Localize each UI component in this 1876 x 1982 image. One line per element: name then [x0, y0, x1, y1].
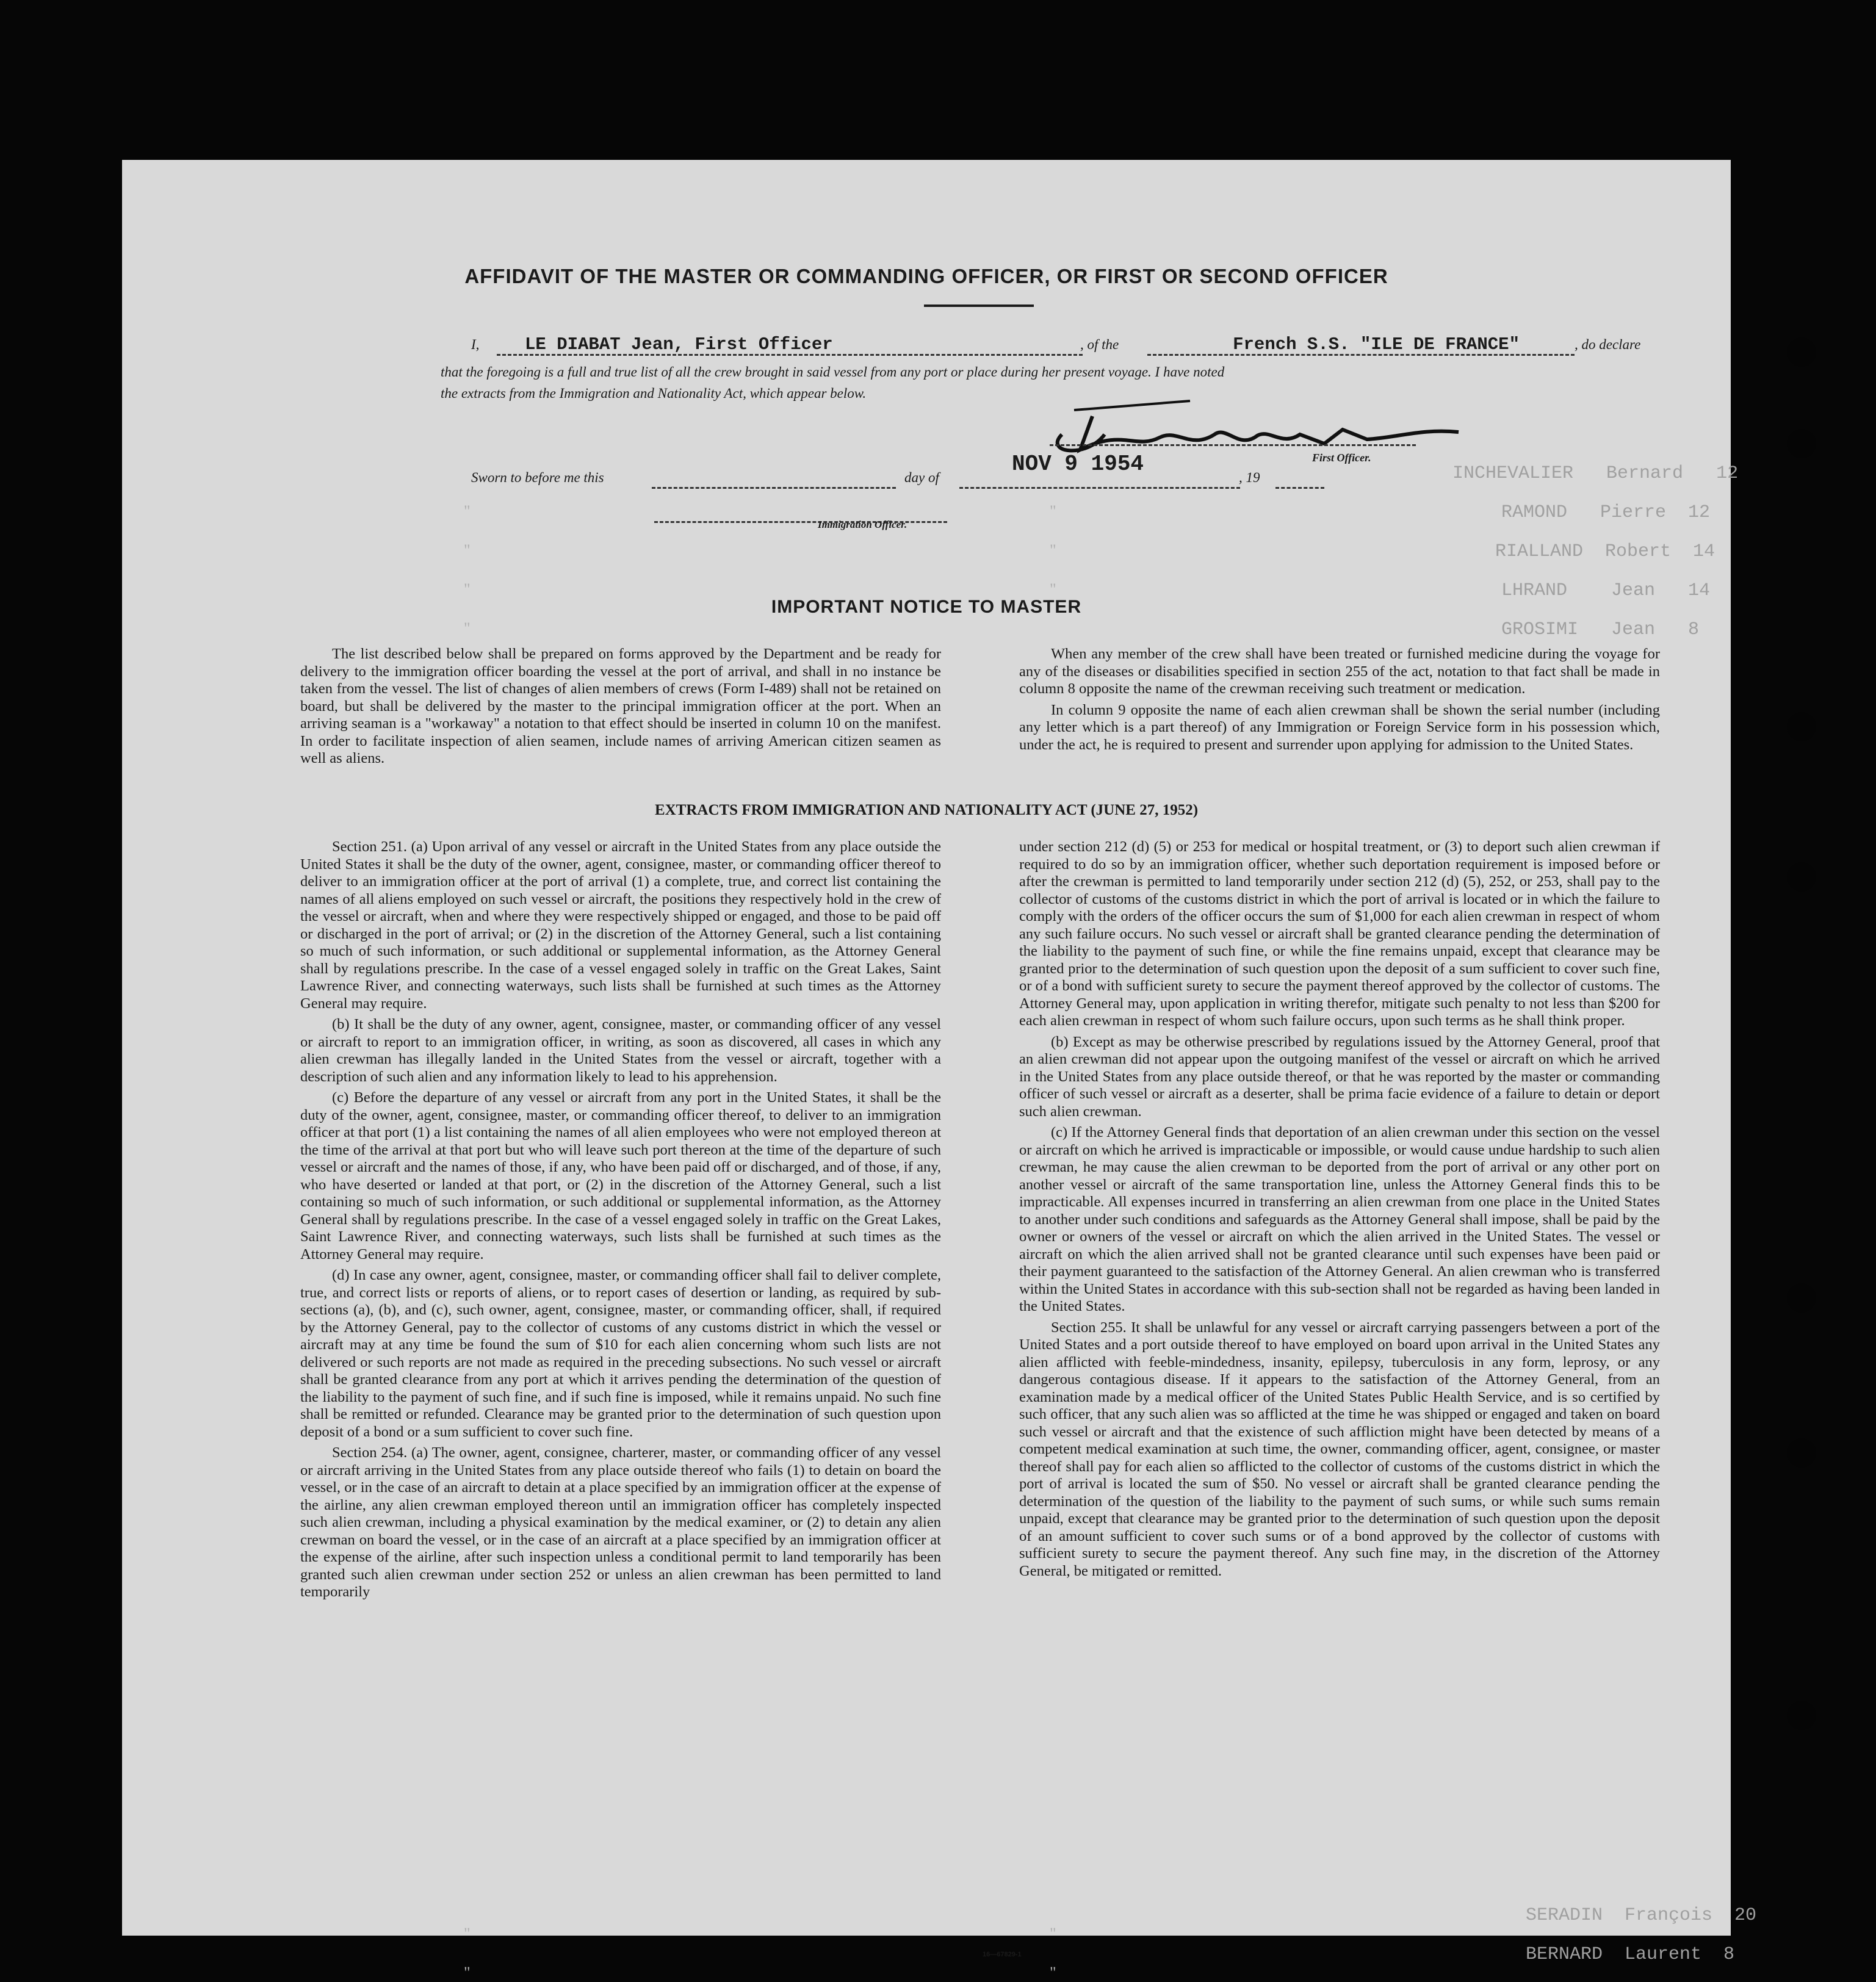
notice-paragraph: When any member of the crew shall have been treated or furnished medicine during the voyage for any of the diseases or disabilities specified in section 255 of the act, notation to that fact shall be made in column 8 opposite the name of the crewman receiving such treatment or medication. — [1019, 646, 1660, 697]
notice-right-column — [1019, 646, 1660, 757]
bleed-through-text: GROSIMI Jean 8 — [1501, 619, 1700, 640]
ditto-mark: " — [1050, 541, 1056, 559]
sworn-label: Sworn to before me this — [471, 470, 604, 485]
of-the-label: , of the — [1080, 337, 1119, 352]
do-declare-label: , do declare — [1575, 337, 1641, 352]
immigration-officer-label: Immigration Officer. — [818, 519, 907, 530]
act-paragraph: Section 251. (a) Upon arrival of any vessel or aircraft in the United States from any place outside the United States it shall be the duty of the owner, agent, consignee, master, or commanding officer thereof to deliver to an immigration officer at the port of arrival (1) a complete, true, and correct list containing the names of all aliens employed on such vessel or aircraft, the positions they respectively hold in the crew of the vessel or aircraft, when and where they were respectively shipped or engaged, and those to be paid off or discharged in the port of arrival; or (2) in the discretion of the Attorney General, such a list containing so much of such information, or such additional or supplemental information, as the Attorney General shall by regulations prescribe. In the case of a vessel engaged solely in traffic on the Great Lakes, Saint Lawrence River, and connecting waterways, such lists shall be furnished at such times as the Attorney General may require. — [300, 838, 941, 1012]
notice-left-column — [300, 646, 941, 771]
declaration-line-2: that the foregoing is a full and true list of all the crew brought in said vessel from any port or place during her present voyage. I have noted — [441, 364, 1225, 380]
binder-hole — [1787, 712, 1816, 741]
ditto-mark: " — [464, 1925, 471, 1942]
notice-paragraph: The list described below shall be prepared on forms approved by the Department and be ready for delivery to the immigration officer boarding the vessel at the port of arrival, and shall in no instance be taken from the vessel. The list of changes of alien members of crews (Form I-489) shall not be retained on board, but shall be delivered by the master to the principal immigration officer at the port. When an arriving seaman is a "workaway" a notation to that effect should be inserted in column 10 on the manifest. In order to facilitate inspection of alien seamen, include names of arriving American citizen seamen as well as aliens. — [300, 646, 941, 766]
sworn-day-underline — [652, 487, 896, 489]
bleed-through-text: BERNARD Laurent 8 — [1526, 1944, 1735, 1965]
act-paragraph: (b) It shall be the duty of any owner, agent, consignee, master, or commanding officer of any vessel or aircraft to report to an immigration officer, in writing, as soon as discovered, all cases in which any alien crewman has illegally landed in the United States from the vessel or aircraft, together with a description of such alien and any information likely to lead to his apprehension. — [300, 1016, 941, 1085]
ditto-mark: " — [1050, 1964, 1056, 1981]
binder-hole — [1787, 429, 1816, 458]
act-paragraph: (b) Except as may be otherwise prescribed by regulations issued by the Attorney General, proof that an alien crewman did not appear upon the outgoing manifest of the vessel or aircraft on which he arrived in the United States from any place outside thereof, or that he was reported by the master or commanding officer of such vessel or aircraft as a deserter, shall be prima facie evidence of a failure to detain or deport such alien crewman. — [1019, 1033, 1660, 1120]
notice-heading: IMPORTANT NOTICE TO MASTER — [771, 597, 1082, 617]
ditto-mark: " — [1050, 580, 1056, 598]
bleed-through-text: INCHEVALIER Bernard 12 — [1452, 463, 1739, 484]
binder-hole — [1787, 1438, 1816, 1468]
form-number: 16—67829-1 — [983, 1951, 1022, 1958]
act-paragraph: Section 254. (a) The owner, agent, consignee, charterer, master, or commanding officer of any vessel or aircraft arriving in the United States from any place outside thereof who fails (1) to detain on board the vessel, or in the case of an aircraft to detain at a place specified by an immigration officer at the expense of the airline, any alien crewman employed thereon until an immigration officer has completely inspected such alien crewman, including a physical examination by the medical examiner, or (2) to detain any alien crewman on board the vessel, or in the case of an aircraft at a place specified by an immigration officer at the expense of the airline, after such inspection unless a conditional permit to land temporarily has been granted such alien crewman under section 252 or unless an alien crewman has been permitted to land temporarily — [300, 1444, 941, 1600]
extracts-heading: EXTRACTS FROM IMMIGRATION AND NATIONALITY ACT (JUNE 27, 1952) — [654, 802, 1199, 818]
affidavit-title: AFFIDAVIT OF THE MASTER OR COMMANDING OFFICER, OR FIRST OR SECOND OFFICER — [464, 265, 1388, 287]
extracts-right-column — [1019, 838, 1660, 1584]
notice-paragraph: In column 9 opposite the name of each alien crewman shall be shown the serial number (including any letter which is a part thereof) of any Immigration or Foreign Service form in his possession which, under the act, he is required to present and surrender upon applying for admission to the United States. — [1019, 701, 1660, 753]
ditto-mark: " — [464, 619, 471, 637]
signature-underline — [1050, 444, 1416, 446]
binder-hole — [1787, 1283, 1816, 1313]
document-page — [122, 160, 1757, 1981]
bleed-through-text: RAMOND Pierre 12 — [1501, 502, 1711, 523]
bleed-through-text: LHRAND Jean 14 — [1501, 580, 1711, 601]
ditto-mark: " — [1050, 502, 1056, 520]
act-paragraph: Section 255. It shall be unlawful for any vessel or aircraft carrying passengers between a port of the United States and a port outside thereof to have employed on board upon arrival in the United States any alien afflicted with feeble-mindedness, insanity, epilepsy, tuberculosis in any form, leprosy, or any dangerous contagious disease. If it appears to the satisfaction of the Attorney General, from an examination made by a medical officer of the United States Public Health Service, and is so certified by such officer, that any such alien was so afflicted at the time he was shipped or engaged and taken on board such vessel or aircraft and that the existence of such affliction might have been detected by means of a competent medical examination at such time, the owner, commanding officer, agent, consignee, or master thereof shall pay for each alien so afflicted to the collector of customs of the customs district in which the port of arrival is located the sum of $50. No vessel or aircraft shall be granted clearance pending the determination of the question of the liability to the payment of such sums, or while such sums remain unpaid, except that clearance may be granted prior to the determination of such question upon the deposit of an amount sufficient to cover such sums or of a bond approved by the collector of customs with sufficient surety to secure the payment thereof. Any such fine may, in the discretion of the Attorney General, be mitigated or remitted. — [1019, 1319, 1660, 1579]
year-prefix: , 19 — [1239, 470, 1260, 485]
bleed-through-text: SERADIN François 20 — [1526, 1905, 1757, 1926]
declaration-line-3: the extracts from the Immigration and Nationality Act, which appear below. — [441, 386, 867, 401]
binder-hole — [1787, 337, 1816, 367]
vessel-name: French S.S. "ILE DE FRANCE" — [1233, 334, 1520, 355]
declaration-prefix: I, — [471, 337, 480, 352]
title-rule — [924, 305, 1034, 307]
act-paragraph: (c) If the Attorney General finds that deportation of an alien crewman under this section on the vessel or aircraft on which he arrived is impracticable or impossible, or would cause undue hardship to such alien crewman, he may cause the alien crewman to be deported from the port of arrival or any other port on another vessel or aircraft of the same transportation line, unless the Attorney General finds this to be impracticable. All expenses incurred in transferring an alien crewman from one place in the United States to another under such conditions and safeguards as the Attorney General shall impose, shall be paid by the owner or owners of the vessel or aircraft on which the alien arrived in the United States. The vessel or aircraft on which the alien arrived shall not be granted clearance until such expenses have been paid or their payment guaranteed to the satisfaction of the Attorney General. An alien crewman who is transferred within the United States in accordance with this sub-section shall not be regarded as having been landed in the United States. — [1019, 1124, 1660, 1314]
ditto-mark: " — [1050, 1925, 1056, 1942]
sworn-date-stamp: NOV 9 1954 — [1012, 452, 1144, 477]
officer-title-label: First Officer. — [1312, 452, 1371, 464]
act-paragraph: (d) In case any owner, agent, consignee, master, or commanding officer shall fail to deliver complete, true, and correct lists or reports of aliens, or to report cases of desertion or landing, as required by sub-sections (a), (b), and (c), such owner, agent, consignee, master, or commanding officer, shall, if required by the Attorney General, pay to the collector of customs of any customs district in which the vessel or aircraft may at any time be found the sum of $10 for each alien concerning whom such lists are not delivered or such reports are not made as required in the preceding subsections. No such vessel or aircraft shall be granted clearance from any port at which it arrives pending the determination of the question of the liability to the payment of such fine, and if such fine is imposed, while it remains unpaid. No such fine shall be remitted or refunded. Clearance may be granted prior to the determination of such question upon deposit of a bond or a sum sufficient to cover such fine. — [300, 1267, 941, 1440]
day-of-label: day of — [904, 470, 939, 485]
ditto-mark: " — [464, 580, 471, 598]
binder-hole — [1787, 862, 1816, 892]
extracts-left-column — [300, 838, 941, 1605]
act-paragraph: (c) Before the departure of any vessel or aircraft from any port in the United States, it shall be the duty of the owner, agent, consignee, master, or commanding officer thereof, to deliver to an immigration officer at that port (1) a list containing the names of all alien employees who were not employed thereon at the time of the arrival at that port but who will leave such port thereon at the time of the departure of such vessel or aircraft and the names of those, if any, who have been paid off or discharged, and of those, if any, who have deserted or landed at that port, or (2) in the discretion of the Attorney General, such a list containing so much of such information, or such additional or supplemental information, as the Attorney General shall by regulations prescribe. In the case of a vessel engaged solely in traffic on the Great Lakes, Saint Lawrence River, and connecting waterways, such lists shall be furnished at such times as the Attorney General may require. — [300, 1089, 941, 1263]
ditto-mark: " — [464, 502, 471, 520]
sworn-month-underline — [959, 487, 1240, 489]
ditto-mark: " — [464, 541, 471, 559]
declarant-name: LE DIABAT Jean, First Officer — [525, 334, 833, 355]
binder-hole — [1787, 1701, 1816, 1730]
act-paragraph: under section 212 (d) (5) or 253 for medical or hospital treatment, or (3) to deport such alien crewman if required to do so by an immigration officer, whether such deportation requirement is imposed before or after the crewman is permitted to land temporarily under section 212 (d) (5), 252, or 253, shall pay to the collector of customs of the customs district in which the port of arrival is located or in which the failure to comply with the orders of the officer occurs the sum of $1,000 for each alien crewman in respect of whom any such failure occurs. No such vessel or aircraft shall be granted clearance pending the determination of the liability to the payment of such fine, or while the fine remains unpaid, except that clearance may be granted prior to the determination of such question upon the deposit of a sum sufficient to cover such fine, or of a bond with sufficient surety to secure the payment thereof approved by the collector of customs. The Attorney General may, upon application in writing therefor, mitigate such penalty to not less than $200 for each alien crewman in respect of whom such failure occurs, upon such terms as he shall think proper. — [1019, 838, 1660, 1029]
year-underline — [1275, 487, 1324, 489]
ditto-mark: " — [464, 1964, 471, 1981]
bleed-through-text: RIALLAND Robert 14 — [1495, 541, 1715, 562]
